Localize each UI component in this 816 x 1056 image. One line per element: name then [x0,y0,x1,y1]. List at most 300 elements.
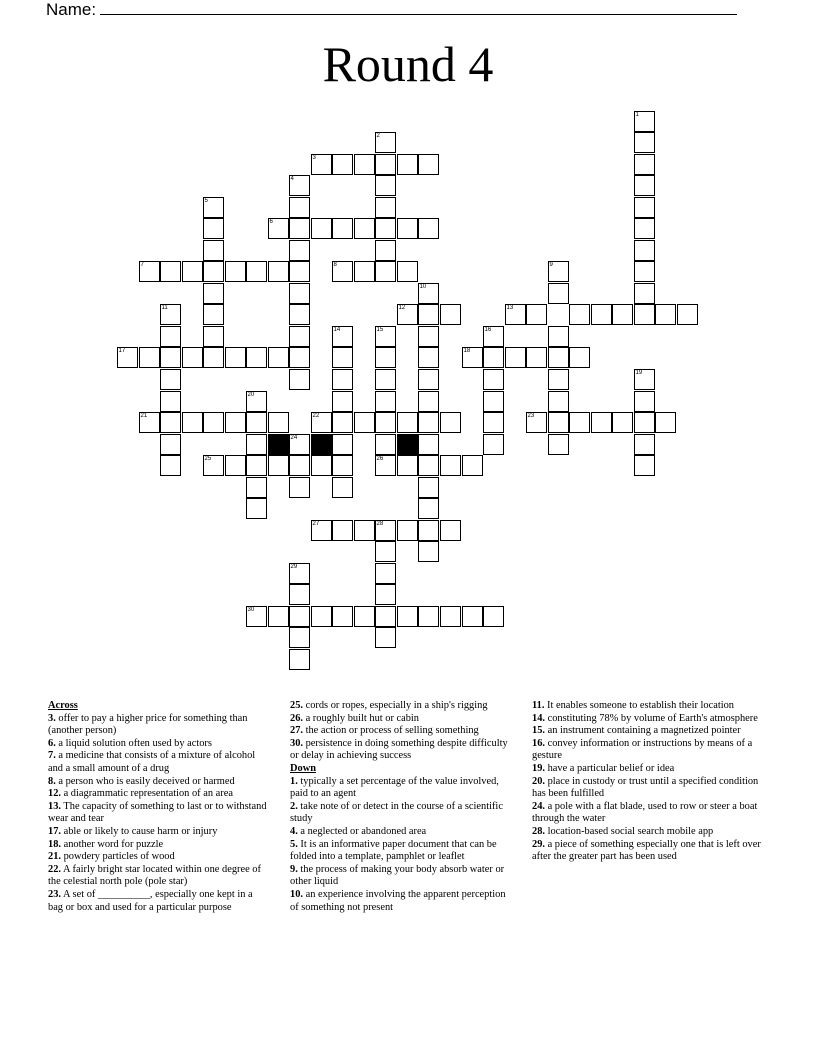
clue-item-number: 16. [532,737,545,749]
grid-cell[interactable] [354,261,376,283]
grid-cell[interactable] [203,304,225,326]
clue-item-text: offer to pay a higher price for something than (another person) [48,712,248,737]
clue-item [532,826,764,839]
grid-cell[interactable] [418,541,440,563]
grid-cell[interactable] [268,218,290,240]
clue-item [48,788,270,801]
grid-cell[interactable] [289,240,311,262]
grid-cell[interactable] [677,304,699,326]
black-cell [397,434,419,456]
grid-cell[interactable] [160,412,182,434]
grid-cell[interactable] [483,391,505,413]
clue-number: 11 [161,304,168,311]
clue-item-text: the process of making your body absorb water or other liquid [290,863,505,888]
grid-cell[interactable] [634,391,656,413]
grid-cell[interactable] [655,304,677,326]
grid-cell[interactable] [203,240,225,262]
clue-item-text: an experience involving the apparent perception of something not present [290,888,506,913]
clue-item-text: a person who is easily deceived or harmed [55,775,235,787]
grid-cell[interactable] [311,606,333,628]
grid-cell[interactable] [246,498,268,520]
grid-cell[interactable] [289,197,311,219]
grid-cell[interactable] [139,347,161,369]
clue-item-number: 19. [532,762,545,774]
grid-cell[interactable] [375,434,397,456]
grid-cell[interactable] [634,132,656,154]
grid-cell[interactable] [418,304,440,326]
grid-cell[interactable] [246,261,268,283]
clue-item-number: 7. [48,750,56,762]
grid-cell[interactable] [354,520,376,542]
grid-cell[interactable] [634,240,656,262]
grid-cell[interactable] [591,412,613,434]
grid-cell[interactable] [397,520,419,542]
clue-number: 3 [312,154,316,161]
clue-item-number: 24. [532,800,545,812]
grid-cell[interactable] [634,111,656,133]
clue-item [532,713,764,726]
clue-number: 27 [312,520,320,527]
clue-number: 2 [376,132,380,139]
grid-cell[interactable] [268,261,290,283]
grid-cell[interactable] [418,391,440,413]
clue-item-text: a pole with a flat blade, used to row or steer a boat through the water [532,800,758,825]
clue-number: 29 [290,563,298,570]
grid-cell[interactable] [203,283,225,305]
grid-cell[interactable] [160,369,182,391]
grid-cell[interactable] [289,304,311,326]
clue-item [290,864,514,889]
clue-item-text: It is an informative paper document that can be folded into a template, pamphlet or leaflet [290,838,497,863]
grid-cell[interactable] [225,455,247,477]
grid-cell[interactable] [225,412,247,434]
grid-cell[interactable] [375,240,397,262]
grid-cell[interactable] [203,455,225,477]
grid-cell[interactable] [591,304,613,326]
grid-cell[interactable] [418,154,440,176]
grid-cell[interactable] [634,455,656,477]
clue-number: 30 [247,606,255,613]
clue-item-number: 17. [48,825,61,837]
grid-cell[interactable] [569,412,591,434]
clue-item [48,889,270,914]
clue-item-number: 29. [532,838,545,850]
clue-item-number: 25. [290,700,303,711]
grid-cell[interactable] [418,498,440,520]
clue-number: 19 [635,369,643,376]
clue-item [532,725,764,738]
clue-number: 17 [118,347,126,354]
clue-item-text: have a particular belief or idea [545,762,675,774]
grid-cell[interactable] [289,369,311,391]
grid-cell[interactable] [246,412,268,434]
grid-cell[interactable] [375,584,397,606]
clue-item-number: 30. [290,737,303,749]
grid-cell[interactable] [289,649,311,671]
grid-cell[interactable] [289,283,311,305]
grid-cell[interactable] [397,304,419,326]
clue-item-number: 22. [48,863,61,875]
grid-cell[interactable] [268,606,290,628]
grid-cell[interactable] [160,434,182,456]
grid-cell[interactable] [634,369,656,391]
grid-cell[interactable] [160,455,182,477]
clue-item-number: 10. [290,888,303,900]
clue-item-number: 18. [48,838,61,850]
grid-cell[interactable] [375,391,397,413]
grid-cell[interactable] [548,412,570,434]
clue-item-text: a roughly built hut or cabin [303,712,420,724]
grid-cell[interactable] [462,347,484,369]
grid-cell[interactable] [375,218,397,240]
grid-cell[interactable] [332,477,354,499]
clue-item [48,851,270,864]
across-heading: Across [48,700,78,711]
grid-cell[interactable] [462,606,484,628]
grid-cell[interactable] [634,218,656,240]
grid-cell[interactable] [634,412,656,434]
black-cell [311,434,333,456]
grid-cell[interactable] [268,412,290,434]
grid-cell[interactable] [375,326,397,348]
grid-cell[interactable] [289,455,311,477]
grid-cell[interactable] [332,218,354,240]
grid-cell[interactable] [634,197,656,219]
grid-cell[interactable] [548,434,570,456]
grid-cell[interactable] [397,606,419,628]
clue-item-number: 14. [532,712,545,724]
clue-number: 22 [312,412,320,419]
grid-cell[interactable] [289,477,311,499]
clue-number: 25 [204,455,212,462]
grid-cell[interactable] [483,369,505,391]
clue-item-text: the action or process of selling something [303,725,479,737]
grid-cell[interactable] [375,154,397,176]
grid-cell[interactable] [418,347,440,369]
grid-cell[interactable] [375,541,397,563]
grid-cell[interactable] [160,391,182,413]
clue-number: 21 [140,412,148,419]
grid-cell[interactable] [203,412,225,434]
clue-item [48,738,270,751]
grid-cell[interactable] [569,304,591,326]
grid-cell[interactable] [289,434,311,456]
grid-cell[interactable] [548,347,570,369]
grid-cell[interactable] [289,563,311,585]
clue-number: 24 [290,434,298,441]
clue-item-number: 5. [290,838,298,850]
clue-item-text: an instrument containing a magnetized pointer [545,725,741,737]
down-heading: Down [290,762,316,774]
grid-cell[interactable] [655,412,677,434]
grid-cell[interactable] [612,412,634,434]
grid-cell[interactable] [289,606,311,628]
clue-item [532,738,764,763]
grid-cell[interactable] [139,261,161,283]
clue-item-number: 23. [48,888,61,900]
clue-item [290,839,514,864]
clue-item [48,839,270,852]
grid-cell[interactable] [182,412,204,434]
grid-cell[interactable] [418,369,440,391]
clue-item-number: 21. [48,851,61,863]
grid-cell[interactable] [203,261,225,283]
grid-cell[interactable] [548,326,570,348]
page-title: Round 4 [322,36,494,92]
clue-number: 13 [506,304,514,311]
grid-cell[interactable] [375,412,397,434]
clue-item-number: 3. [48,712,56,724]
clue-number: 7 [140,261,144,268]
grid-cell[interactable] [483,326,505,348]
grid-cell[interactable] [505,304,527,326]
grid-cell[interactable] [375,347,397,369]
grid-cell[interactable] [526,304,548,326]
clue-item-text: able or likely to cause harm or injury [61,825,218,837]
grid-cell[interactable] [289,218,311,240]
grid-cell[interactable] [289,261,311,283]
clue-item [290,700,514,713]
grid-cell[interactable] [354,606,376,628]
grid-cell[interactable] [634,283,656,305]
clue-item [532,801,764,826]
grid-cell[interactable] [246,391,268,413]
grid-cell[interactable] [268,347,290,369]
clue-item [290,889,514,914]
clue-item-number: 4. [290,825,298,837]
clue-item-number: 15. [532,725,545,737]
grid-cell[interactable] [634,175,656,197]
clue-item-text: typically a set percentage of the value involved, paid to an agent [290,775,499,800]
clue-number: 8 [333,261,337,268]
clue-item-number: 9. [290,863,298,875]
clue-item [48,864,270,889]
grid-cell[interactable] [397,412,419,434]
clue-item [290,776,514,801]
grid-cell[interactable] [418,218,440,240]
grid-cell[interactable] [375,606,397,628]
grid-cell[interactable] [289,347,311,369]
grid-cell[interactable] [440,520,462,542]
clue-item-text: powdery particles of wood [61,851,175,863]
clue-item [290,826,514,839]
clue-number: 14 [333,326,341,333]
grid-cell[interactable] [418,477,440,499]
grid-cell[interactable] [332,369,354,391]
black-cell [268,434,290,456]
clue-item-text: persistence in doing something despite difficulty or delay in achieving success [290,737,508,762]
grid-cell[interactable] [225,261,247,283]
grid-cell[interactable] [203,326,225,348]
grid-cell[interactable] [332,347,354,369]
clue-item-number: 8. [48,775,56,787]
clue-number: 20 [247,391,255,398]
grid-cell[interactable] [397,218,419,240]
clue-item-text: cords or ropes, especially in a ship's rigging [303,700,488,711]
grid-cell[interactable] [332,154,354,176]
grid-cell[interactable] [526,347,548,369]
grid-cell[interactable] [332,606,354,628]
grid-cell[interactable] [182,347,204,369]
clue-item-text: a medicine that consists of a mixture of alcohol and a small amount of a drug [48,750,256,774]
clue-item [290,713,514,726]
clue-item-number: 11. [532,700,545,711]
grid-cell[interactable] [203,347,225,369]
grid-cell[interactable] [332,434,354,456]
grid-cell[interactable] [612,304,634,326]
grid-cell[interactable] [160,261,182,283]
grid-cell[interactable] [440,412,462,434]
clue-item-text: The capacity of something to last or to withstand wear and tear [48,800,267,825]
grid-cell[interactable] [569,347,591,369]
grid-cell[interactable] [289,584,311,606]
grid-cell[interactable] [203,197,225,219]
clue-number: 4 [290,175,294,182]
grid-cell[interactable] [634,261,656,283]
clue-item-text: constituting 78% by volume of Earth's atmosphere [545,712,758,724]
grid-cell[interactable] [160,326,182,348]
clue-item-text: place in custody or trust until a specified condition has been fulfilled [532,775,759,800]
grid-cell[interactable] [246,606,268,628]
grid-cell[interactable] [375,455,397,477]
grid-cell[interactable] [354,154,376,176]
grid-cell[interactable] [139,412,161,434]
grid-cell[interactable] [332,412,354,434]
clue-item-text: a liquid solution often used by actors [55,737,212,749]
grid-cell[interactable] [505,347,527,369]
grid-cell[interactable] [332,326,354,348]
clue-number: 18 [463,347,471,354]
grid-cell[interactable] [483,412,505,434]
grid-cell[interactable] [440,455,462,477]
grid-cell[interactable] [375,197,397,219]
grid-cell[interactable] [311,154,333,176]
grid-cell[interactable] [289,326,311,348]
grid-cell[interactable] [418,434,440,456]
clue-item [290,801,514,826]
clue-item-number: 26. [290,712,303,724]
grid-cell[interactable] [418,455,440,477]
clue-item [48,750,270,775]
grid-cell[interactable] [418,606,440,628]
grid-cell[interactable] [418,520,440,542]
grid-cell[interactable] [203,218,225,240]
clue-number: 1 [635,111,639,118]
grid-cell[interactable] [311,412,333,434]
grid-cell[interactable] [160,304,182,326]
grid-cell[interactable] [375,627,397,649]
grid-cell[interactable] [418,412,440,434]
grid-cell[interactable] [375,369,397,391]
grid-cell[interactable] [483,606,505,628]
grid-cell[interactable] [548,391,570,413]
clue-item-text: It enables someone to establish their location [544,700,735,711]
grid-cell[interactable] [289,627,311,649]
clue-item-number: 20. [532,775,545,787]
clue-item [48,776,270,789]
grid-cell[interactable] [311,520,333,542]
grid-cell[interactable] [354,412,376,434]
grid-cell[interactable] [246,455,268,477]
grid-cell[interactable] [375,132,397,154]
grid-cell[interactable] [375,261,397,283]
grid-cell[interactable] [462,455,484,477]
grid-cell[interactable] [289,175,311,197]
clue-number: 10 [419,283,427,290]
grid-cell[interactable] [117,347,139,369]
clue-item [532,700,764,713]
grid-cell[interactable] [246,434,268,456]
grid-cell[interactable] [397,261,419,283]
grid-cell[interactable] [634,154,656,176]
clue-number: 9 [549,261,553,268]
grid-cell[interactable] [634,434,656,456]
clue-number: 6 [269,218,273,225]
clue-item-text: convey information or instructions by means of a gesture [532,737,753,762]
grid-cell[interactable] [483,347,505,369]
clue-item [290,738,514,763]
grid-cell[interactable] [634,304,656,326]
grid-cell[interactable] [332,261,354,283]
grid-cell[interactable] [440,304,462,326]
grid-cell[interactable] [375,563,397,585]
grid-cell[interactable] [397,455,419,477]
clues-column-1 [48,700,270,914]
grid-cell[interactable] [246,347,268,369]
grid-cell[interactable] [354,218,376,240]
clue-item-text: take note of or detect in the course of a scientific study [290,800,503,825]
grid-cell[interactable] [332,455,354,477]
grid-cell[interactable] [246,477,268,499]
clue-item [532,763,764,776]
grid-cell[interactable] [225,347,247,369]
clue-item-number: 27. [290,725,303,737]
clue-item [532,776,764,801]
grid-cell[interactable] [182,261,204,283]
grid-cell[interactable] [418,326,440,348]
clue-item-text: a piece of something especially one that is left over after the greater part has been used [532,838,761,863]
grid-cell[interactable] [375,175,397,197]
grid-cell[interactable] [375,520,397,542]
clue-item-text: A set of __________, especially one kept in a bag or box and used for a particular purpose [48,888,253,913]
clue-item-text: A fairly bright star located within one degree of the celestial north pole (pole star) [48,863,261,888]
grid-cell[interactable] [311,455,333,477]
clue-item-number: 1. [290,775,298,787]
grid-cell[interactable] [548,283,570,305]
clue-number: 28 [376,520,384,527]
grid-cell[interactable] [548,261,570,283]
clue-item-text: a neglected or abandoned area [297,825,427,837]
clues-column-2 [290,700,514,914]
grid-cell[interactable] [311,218,333,240]
clue-number: 26 [376,455,384,462]
clue-item [48,713,270,738]
clue-item [48,801,270,826]
clue-number: 23 [527,412,535,419]
clue-item-text: another word for puzzle [61,838,164,850]
grid-cell[interactable] [440,606,462,628]
grid-cell[interactable] [548,369,570,391]
grid-cell[interactable] [332,391,354,413]
grid-cell[interactable] [418,283,440,305]
grid-cell[interactable] [268,455,290,477]
grid-cell[interactable] [160,347,182,369]
grid-cell[interactable] [483,434,505,456]
grid-cell[interactable] [526,412,548,434]
clue-item [290,725,514,738]
grid-cell[interactable] [332,520,354,542]
grid-cell[interactable] [397,154,419,176]
